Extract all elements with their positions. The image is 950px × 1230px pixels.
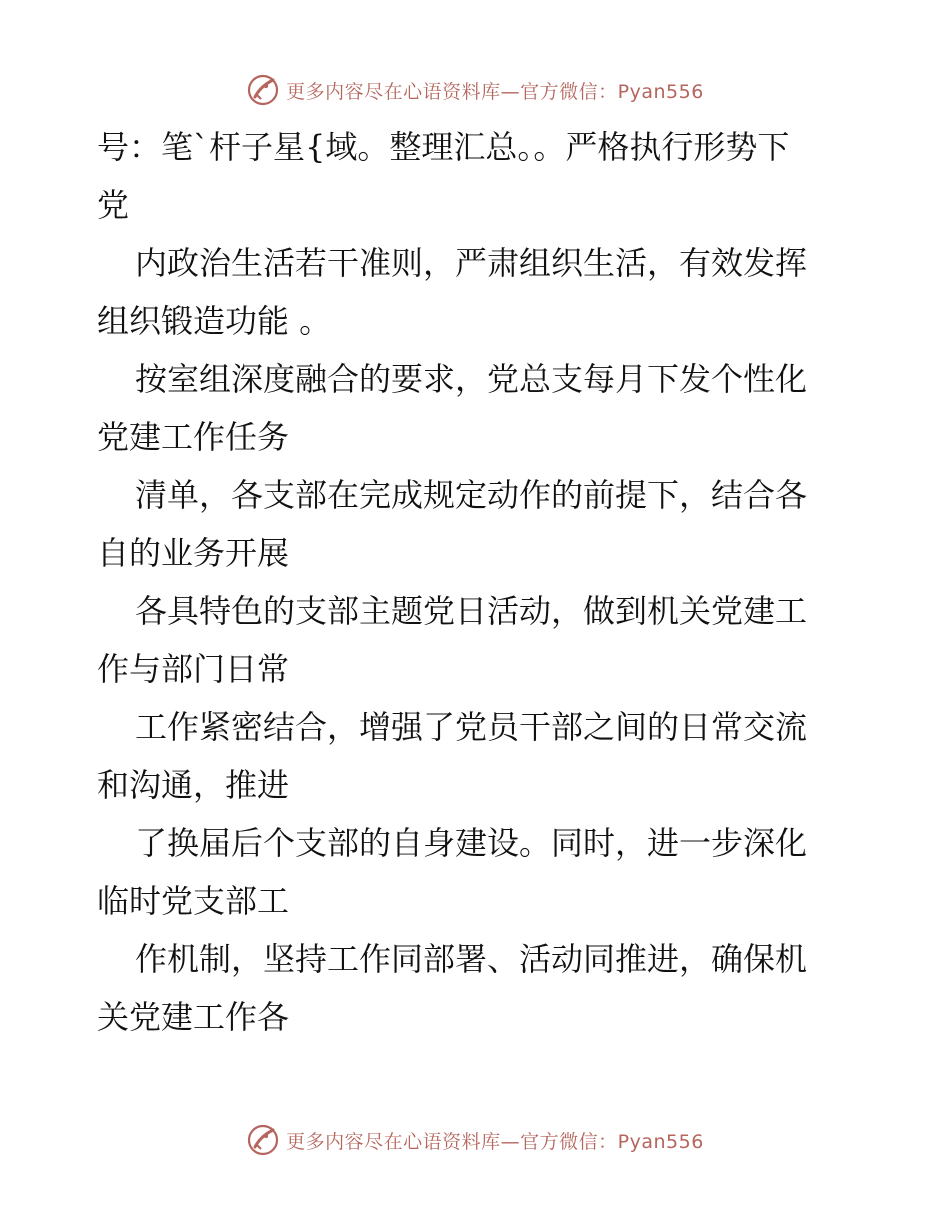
text-line: 工作紧密结合，增强了党员干部之间的日常交流 (135, 708, 808, 746)
document-body (97, 118, 857, 1046)
pen-logo-icon (246, 1123, 280, 1157)
header-banner-text: 更多内容尽在心语资料库—官方微信：Pyan556 (286, 80, 704, 103)
paragraph-8 (97, 930, 857, 1046)
paragraph-4 (97, 466, 857, 582)
paragraph-6 (97, 698, 857, 814)
text-line: 作与部门日常 (97, 650, 290, 688)
text-line: 号：笔ˋ杆子星{域。整理汇总。。严格执行形势下 (97, 128, 790, 166)
text-line: 和沟通，推进 (97, 766, 290, 804)
footer-banner (0, 1120, 950, 1160)
text-line: 作机制，坚持工作同部署、活动同推进，确保机 (135, 940, 808, 978)
paragraph-3 (97, 350, 857, 466)
text-line: 党建工作任务 (97, 418, 290, 456)
text-line: 党 (97, 186, 130, 224)
text-line: 各具特色的支部主题党日活动，做到机关党建工 (135, 592, 808, 630)
text-line: 组织锻造功能 。 (97, 302, 332, 340)
paragraph-1 (97, 118, 857, 234)
paragraph-5 (97, 582, 857, 698)
text-line: 按室组深度融合的要求，党总支每月下发个性化 (135, 360, 808, 398)
paragraph-7 (97, 814, 857, 930)
footer-banner-text: 更多内容尽在心语资料库—官方微信：Pyan556 (286, 1130, 704, 1153)
pen-logo-icon (246, 73, 280, 107)
text-line: 清单，各支部在完成规定动作的前提下，结合各 (135, 476, 808, 514)
paragraph-2 (97, 234, 857, 350)
text-line: 了换届后个支部的自身建设。同时，进一步深化 (135, 824, 808, 862)
header-banner (0, 70, 950, 110)
text-line: 关党建工作各 (97, 998, 290, 1036)
text-line: 临时党支部工 (97, 882, 290, 920)
text-line: 内政治生活若干准则，严肃组织生活，有效发挥 (135, 244, 808, 282)
text-line: 自的业务开展 (97, 534, 290, 572)
